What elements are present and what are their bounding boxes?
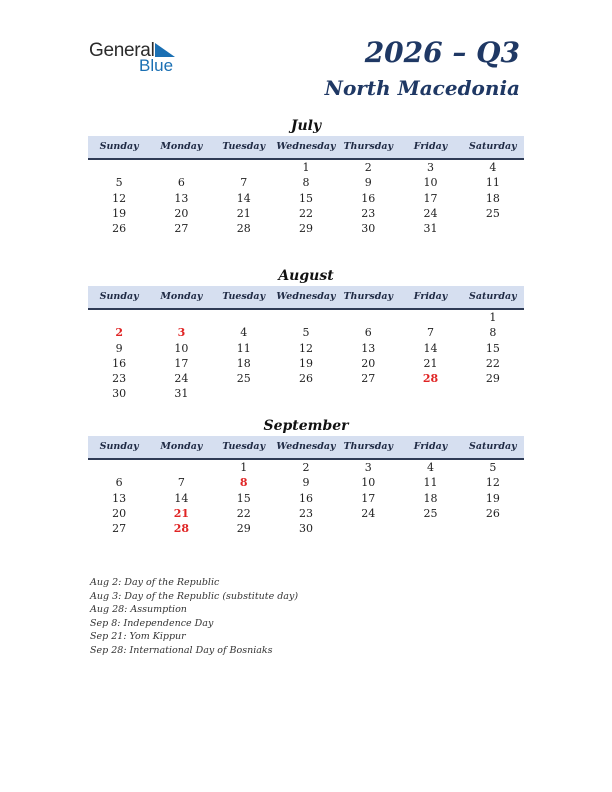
day-cell: 13 bbox=[361, 341, 376, 355]
day-cell bbox=[88, 160, 150, 175]
month-september bbox=[88, 416, 524, 536]
day-cell: 23 bbox=[298, 506, 313, 520]
weekday-label: Monday bbox=[160, 291, 203, 302]
month-name: September bbox=[263, 418, 349, 434]
day-cell bbox=[275, 386, 337, 401]
day-cell: 9 bbox=[302, 476, 310, 490]
day-cell: 31 bbox=[174, 387, 189, 401]
weekday-header-row bbox=[88, 136, 524, 160]
day-cell: 18 bbox=[423, 491, 438, 505]
holiday-note: Aug 2: Day of the Republic bbox=[90, 577, 220, 588]
day-cell: 5 bbox=[302, 326, 310, 340]
day-cell: 15 bbox=[298, 191, 313, 205]
day-cell: 15 bbox=[236, 491, 251, 505]
day-cell bbox=[88, 460, 150, 475]
day-cell: 29 bbox=[298, 222, 313, 236]
day-cell: 5 bbox=[489, 461, 497, 474]
weekday-label: Thursday bbox=[343, 291, 394, 302]
week-row bbox=[88, 460, 524, 475]
day-cell: 16 bbox=[112, 356, 127, 370]
day-cell: 21 bbox=[236, 206, 251, 220]
weekday-label: Saturday bbox=[469, 141, 517, 152]
day-cell bbox=[399, 521, 461, 536]
weekday-label: Wednesday bbox=[276, 291, 336, 302]
holiday-note: Sep 8: Independence Day bbox=[90, 617, 214, 629]
day-cell: 4 bbox=[489, 161, 497, 174]
day-cell: 24 bbox=[174, 372, 189, 386]
day-cell: 15 bbox=[485, 341, 500, 355]
day-cell: 28 bbox=[422, 372, 439, 386]
weekday-label: Thursday bbox=[343, 441, 394, 452]
day-cell: 4 bbox=[427, 461, 435, 474]
day-cell: 17 bbox=[361, 491, 376, 505]
day-cell: 23 bbox=[361, 206, 376, 220]
logo bbox=[89, 40, 189, 76]
day-cell: 11 bbox=[236, 341, 251, 355]
day-cell: 12 bbox=[112, 191, 127, 205]
day-cell: 28 bbox=[173, 522, 190, 536]
weekday-label: Tuesday bbox=[222, 291, 266, 302]
day-cell: 3 bbox=[427, 161, 435, 174]
weekday-label: Sunday bbox=[99, 141, 139, 152]
month-name: August bbox=[278, 268, 334, 284]
day-cell bbox=[88, 310, 150, 325]
month-july bbox=[88, 116, 524, 236]
day-cell: 11 bbox=[423, 476, 438, 490]
day-cell: 18 bbox=[236, 356, 251, 370]
day-cell: 19 bbox=[485, 491, 500, 505]
day-cell: 6 bbox=[115, 476, 123, 490]
holiday-notes bbox=[90, 576, 298, 658]
day-cell bbox=[150, 460, 212, 475]
day-cell: 29 bbox=[485, 372, 500, 386]
day-cell: 20 bbox=[174, 206, 189, 220]
day-cell: 27 bbox=[174, 222, 189, 236]
day-cell: 29 bbox=[236, 522, 251, 536]
weekday-label: Friday bbox=[413, 441, 448, 452]
day-cell: 27 bbox=[361, 372, 376, 386]
weekday-label: Tuesday bbox=[222, 441, 266, 452]
day-cell bbox=[213, 160, 275, 175]
week-row bbox=[88, 521, 524, 536]
day-cell bbox=[462, 386, 524, 401]
day-cell: 30 bbox=[361, 222, 376, 236]
weekday-label: Friday bbox=[413, 291, 448, 302]
week-row bbox=[88, 506, 524, 521]
day-cell bbox=[399, 386, 461, 401]
day-cell: 1 bbox=[489, 311, 497, 324]
day-cell: 10 bbox=[174, 341, 189, 355]
day-cell: 20 bbox=[361, 356, 376, 370]
day-cell: 30 bbox=[298, 522, 313, 536]
weekday-label: Monday bbox=[160, 441, 203, 452]
day-cell: 30 bbox=[112, 387, 127, 401]
day-cell: 23 bbox=[112, 372, 127, 386]
week-row bbox=[88, 475, 524, 490]
day-cell: 22 bbox=[485, 356, 500, 370]
day-cell: 9 bbox=[115, 341, 123, 355]
day-cell bbox=[337, 310, 399, 325]
day-cell bbox=[150, 310, 212, 325]
day-cell bbox=[337, 386, 399, 401]
day-cell: 25 bbox=[423, 506, 438, 520]
week-row bbox=[88, 175, 524, 190]
day-cell: 7 bbox=[240, 176, 248, 190]
day-cell: 21 bbox=[173, 506, 190, 520]
day-cell: 10 bbox=[361, 476, 376, 490]
holiday-note: Aug 3: Day of the Republic (substitute day) bbox=[90, 590, 299, 602]
day-cell: 2 bbox=[115, 326, 123, 340]
day-cell: 10 bbox=[423, 176, 438, 190]
day-cell bbox=[213, 386, 275, 401]
day-cell: 8 bbox=[302, 176, 310, 190]
day-cell: 26 bbox=[298, 372, 313, 386]
day-cell: 22 bbox=[236, 506, 251, 520]
day-cell: 2 bbox=[364, 161, 372, 174]
month-august bbox=[88, 266, 524, 402]
day-cell: 19 bbox=[112, 206, 127, 220]
day-cell: 8 bbox=[489, 326, 497, 340]
week-row bbox=[88, 221, 524, 236]
page-title: 2026 – Q3 bbox=[364, 36, 520, 69]
logo-general-text: General bbox=[89, 40, 155, 61]
day-cell: 31 bbox=[423, 222, 438, 236]
day-cell bbox=[213, 310, 275, 325]
day-cell: 20 bbox=[112, 506, 127, 520]
weekday-label: Monday bbox=[160, 141, 203, 152]
week-row bbox=[88, 325, 524, 340]
day-cell: 14 bbox=[236, 191, 251, 205]
day-cell bbox=[150, 160, 212, 175]
weekday-label: Saturday bbox=[469, 291, 517, 302]
day-cell bbox=[399, 310, 461, 325]
week-row bbox=[88, 160, 524, 175]
day-cell: 25 bbox=[485, 206, 500, 220]
week-row bbox=[88, 206, 524, 221]
day-cell: 26 bbox=[112, 222, 127, 236]
holiday-note: Sep 28: International Day of Bosniaks bbox=[90, 644, 273, 656]
weekday-label: Wednesday bbox=[276, 441, 336, 452]
weekday-label: Thursday bbox=[343, 141, 394, 152]
day-cell: 25 bbox=[236, 372, 251, 386]
day-cell: 17 bbox=[174, 356, 189, 370]
week-row bbox=[88, 191, 524, 206]
day-cell: 8 bbox=[239, 476, 248, 490]
weekday-label: Friday bbox=[413, 141, 448, 152]
day-cell: 16 bbox=[298, 491, 313, 505]
day-cell: 28 bbox=[236, 222, 251, 236]
day-cell: 3 bbox=[177, 326, 186, 340]
day-cell: 27 bbox=[112, 522, 127, 536]
weekday-header-row bbox=[88, 286, 524, 310]
day-cell: 18 bbox=[485, 191, 500, 205]
day-cell: 11 bbox=[485, 176, 500, 190]
day-cell: 14 bbox=[423, 341, 438, 355]
week-row bbox=[88, 356, 524, 371]
day-cell: 3 bbox=[364, 461, 372, 474]
day-cell: 7 bbox=[427, 326, 435, 340]
day-cell: 7 bbox=[177, 476, 185, 490]
day-cell: 12 bbox=[298, 341, 313, 355]
day-cell: 22 bbox=[298, 206, 313, 220]
day-cell: 17 bbox=[423, 191, 438, 205]
day-cell: 4 bbox=[240, 326, 248, 340]
day-cell: 9 bbox=[364, 176, 372, 190]
week-row bbox=[88, 386, 524, 401]
day-cell: 6 bbox=[177, 176, 185, 190]
day-cell: 21 bbox=[423, 356, 438, 370]
day-cell bbox=[462, 221, 524, 236]
day-cell: 13 bbox=[174, 191, 189, 205]
day-cell bbox=[337, 521, 399, 536]
holiday-note: Sep 21: Yom Kippur bbox=[90, 631, 186, 643]
day-cell: 1 bbox=[302, 161, 310, 174]
month-name: July bbox=[290, 118, 322, 134]
weekday-label: Saturday bbox=[469, 441, 517, 452]
week-row bbox=[88, 371, 524, 386]
holiday-note: Aug 28: Assumption bbox=[90, 604, 187, 616]
day-cell: 5 bbox=[115, 176, 123, 190]
week-row bbox=[88, 341, 524, 356]
logo-triangle-icon bbox=[155, 43, 175, 57]
country-name: North Macedonia bbox=[324, 76, 520, 100]
logo-blue-text: Blue bbox=[139, 56, 174, 75]
day-cell: 19 bbox=[298, 356, 313, 370]
weekday-label: Sunday bbox=[99, 291, 139, 302]
week-row bbox=[88, 491, 524, 506]
weekday-label: Sunday bbox=[99, 441, 139, 452]
weekday-label: Wednesday bbox=[276, 141, 336, 152]
day-cell: 24 bbox=[423, 206, 438, 220]
weekday-header-row bbox=[88, 436, 524, 460]
day-cell: 24 bbox=[361, 506, 376, 520]
weekday-label: Tuesday bbox=[222, 141, 266, 152]
day-cell bbox=[462, 521, 524, 536]
day-cell bbox=[275, 310, 337, 325]
day-cell: 2 bbox=[302, 461, 310, 474]
day-cell: 6 bbox=[364, 326, 372, 340]
day-cell: 14 bbox=[174, 491, 189, 505]
day-cell: 1 bbox=[240, 461, 248, 474]
day-cell: 12 bbox=[485, 476, 500, 490]
day-cell: 13 bbox=[112, 491, 127, 505]
week-row bbox=[88, 310, 524, 325]
day-cell: 16 bbox=[361, 191, 376, 205]
day-cell: 26 bbox=[485, 506, 500, 520]
